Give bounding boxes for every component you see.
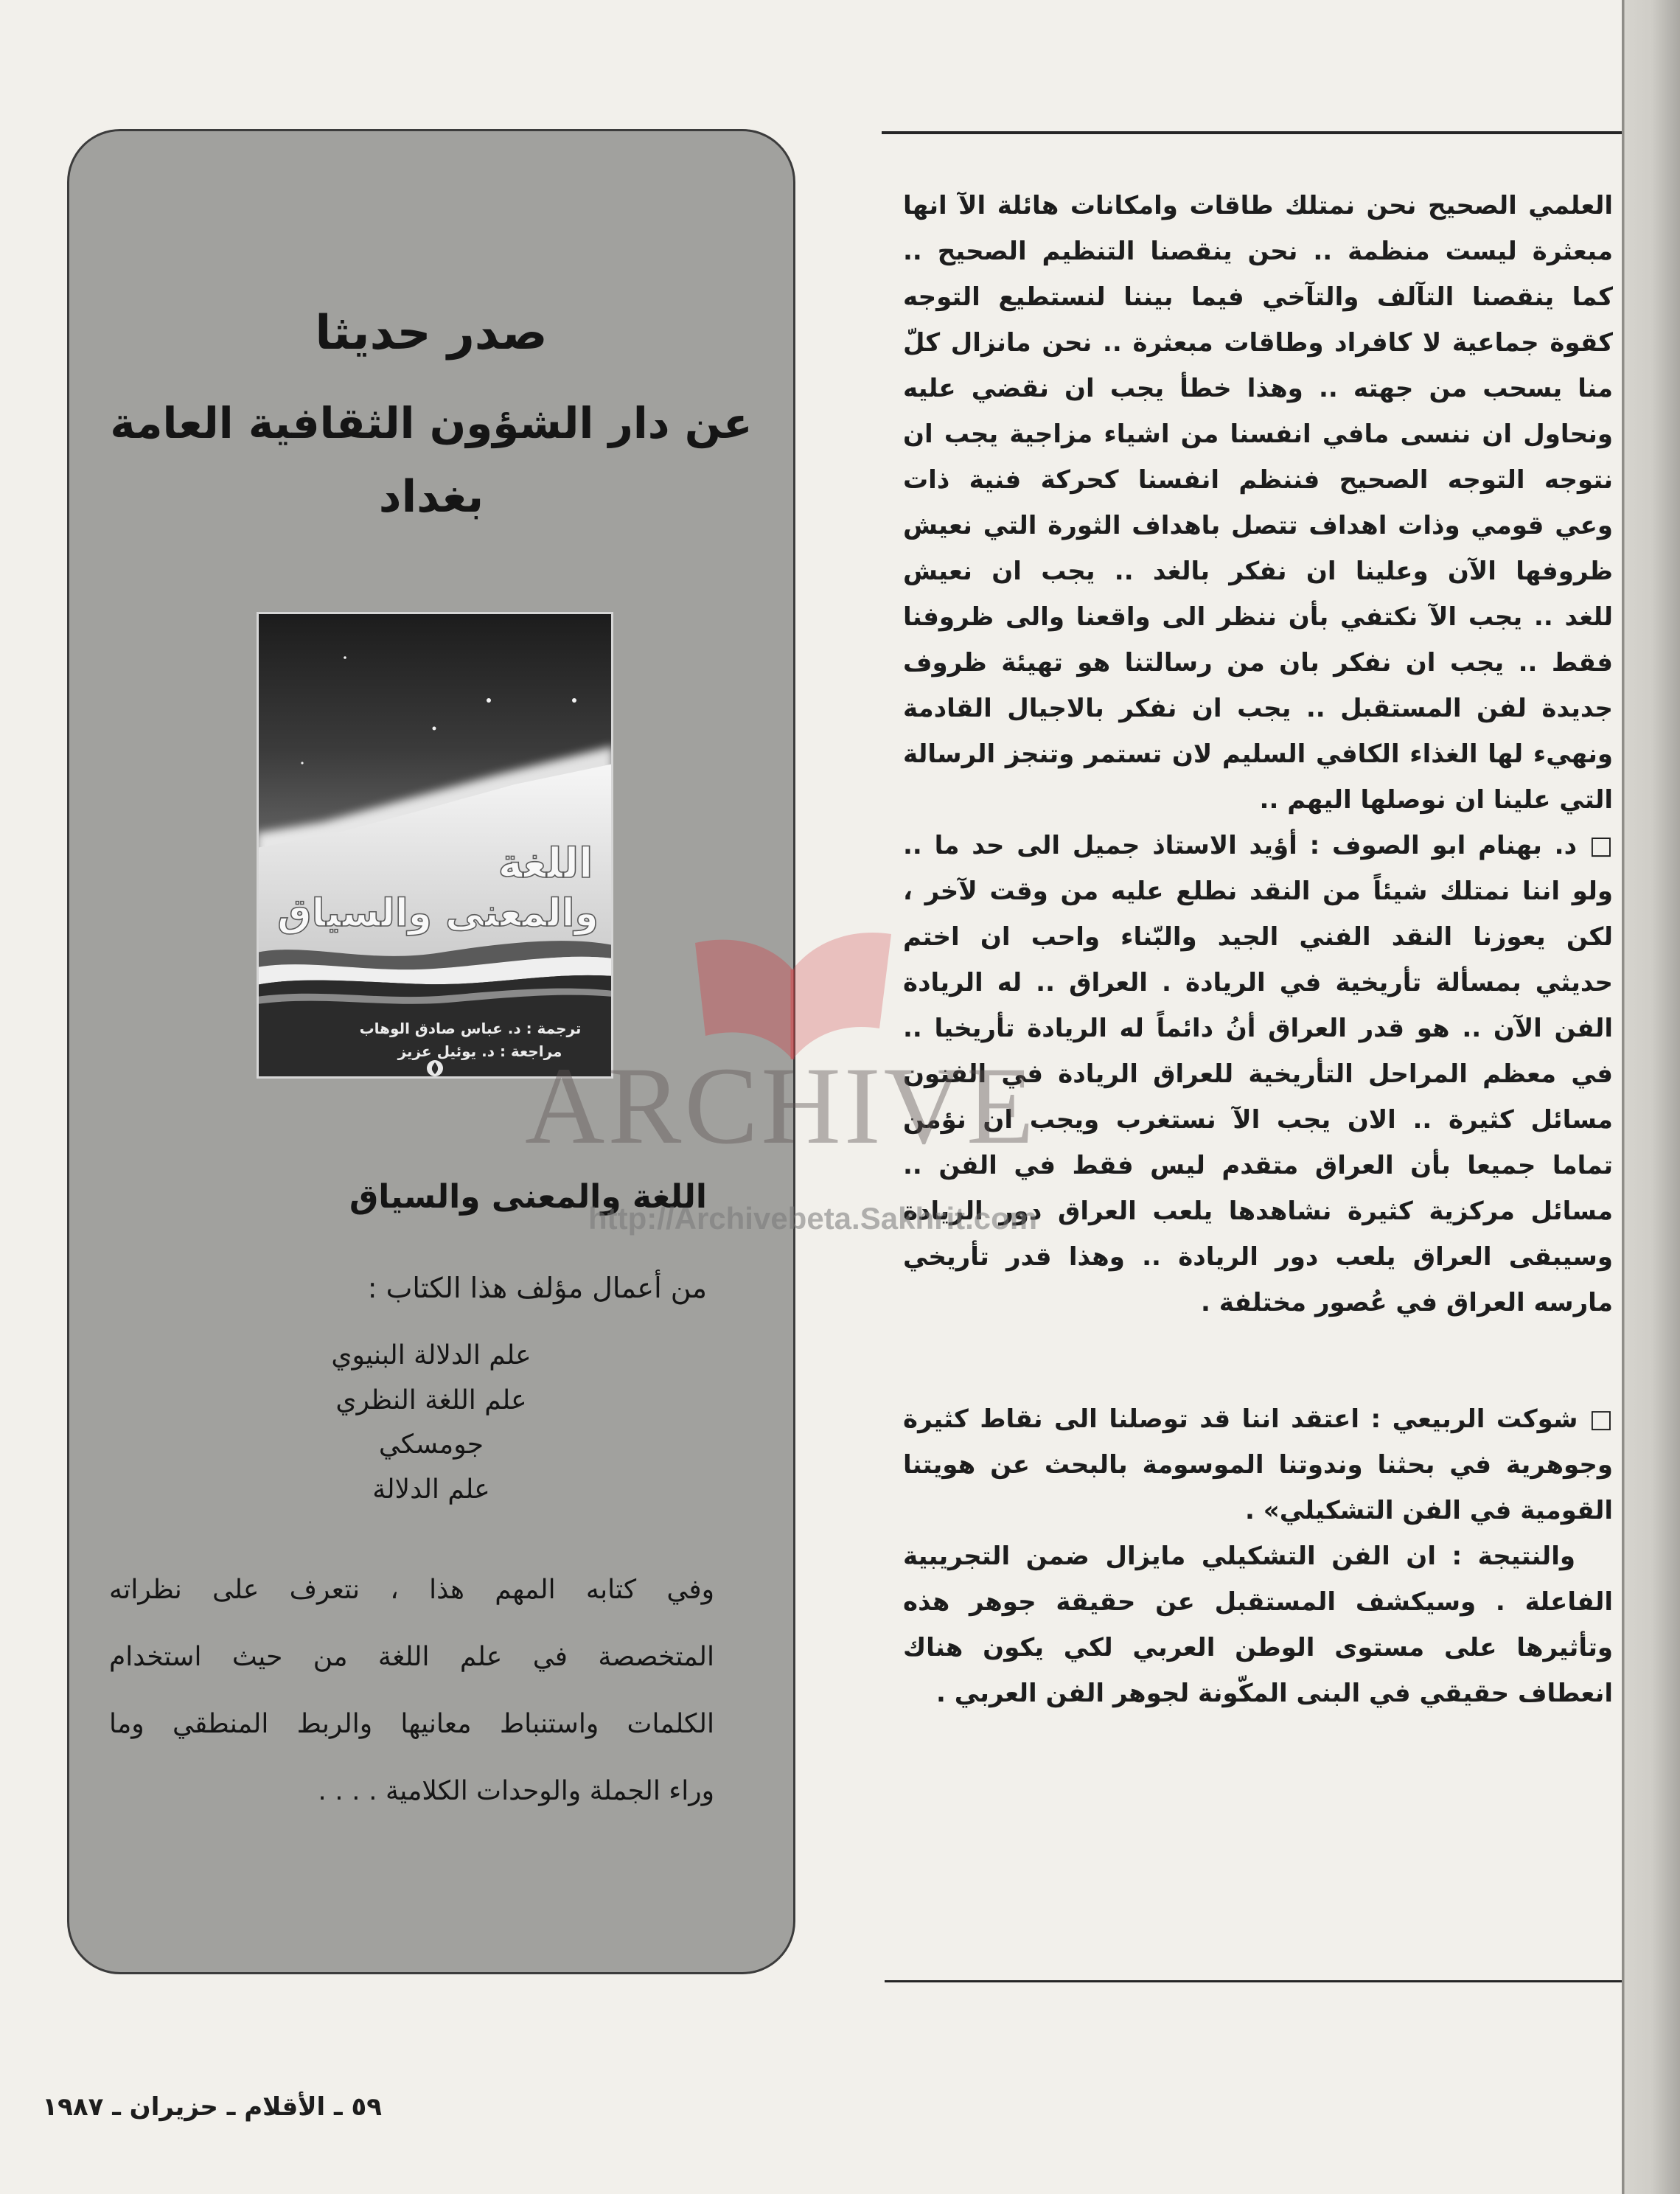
article-paragraph — [903, 1533, 1613, 1716]
list-item: علم اللغة النظري — [335, 1385, 527, 1415]
book-cover — [257, 612, 613, 1079]
page-edge-shadow — [1622, 0, 1680, 2194]
advert-description — [109, 1556, 714, 1825]
cover-title-line2: والمعنى والسياق — [277, 891, 599, 936]
advert-publisher: عن دار الشؤون الثقافية العامة — [110, 398, 753, 448]
article-line: والنتيجة : ان الفن التشكيلي مايزال ضمن التجريبية — [903, 1542, 1575, 1571]
article-line: ونهيء لها الغذاء الكافي السليم لان تستمر وتنجز الرسالة — [903, 739, 1613, 769]
article-column — [903, 183, 1613, 1716]
advert-city: بغداد — [378, 471, 484, 523]
article-line: التي علينا ان نوصلها اليهم .. — [1259, 785, 1613, 815]
article-line: لكن يعوزنا النقد الفني الجيد والبّناء واحب ان اختم — [903, 922, 1613, 952]
article-line: □ شوكت الربيعي : اعتقد اننا قد توصلنا الى نقاط كثيرة — [903, 1404, 1613, 1434]
article-line: ظروفها الآن وعلينا ان نفكر بالغد .. يجب ان نعيش — [903, 557, 1613, 586]
cover-translator: ترجمة : د. عباس صادق الوهاب — [359, 1020, 582, 1037]
cover-title-line1: اللغة — [498, 840, 593, 888]
page-footer: ٥٩ ـ الأقلام ـ حزيران ـ ١٩٨٧ — [42, 2092, 382, 2122]
article-line: العلمي الصحيح نحن نمتلك طاقات وامكانات هائلة الآ انها — [903, 191, 1613, 220]
advert-book-title: اللغة والمعنى والسياق — [349, 1178, 707, 1216]
article-top-rule — [882, 131, 1622, 134]
article-line: حديثي بمسألة تأريخية في الريادة . العراق .. له الريادة — [903, 968, 1613, 997]
article-line: مبعثرة ليست منظمة .. نحن ينقصنا التنظيم الصحيح .. — [903, 237, 1613, 266]
advert-author-works-list — [69, 1334, 793, 1512]
advert-author-works-label: من أعمال مؤلف هذا الكتاب : — [367, 1272, 707, 1304]
watermark-url: http://Archivebeta.Sakhrit.com — [588, 1201, 1038, 1236]
article-paragraph — [903, 183, 1613, 823]
article-line: وتأثيرها على مستوى الوطن العربي لكي يكون هناك — [903, 1633, 1613, 1662]
list-item: علم الدلالة — [372, 1474, 490, 1505]
article-paragraph — [903, 1396, 1613, 1533]
article-line: فقط .. يجب ان نفكر بان من رسالتنا هو تهيئة ظروف — [903, 648, 1613, 678]
watermark-text: ARCHIVE — [525, 1045, 1037, 1167]
description-line: الكلمات واستنباط معانيها والربط المنطقي وما — [109, 1709, 714, 1739]
article-line: مارسه العراق في عُصور مختلفة . — [1200, 1288, 1613, 1317]
article-line: وجوهرية في بحثنا وندوتنا الموسومة بالبحث عن هويتنا — [903, 1450, 1613, 1480]
advert-heading: صدر حديثا — [315, 306, 548, 361]
article-line: تماما جميعا بأن العراق متقدم ليس فقط في الفن .. — [903, 1151, 1613, 1180]
article-line: منا يسحب من جهته .. وهذا خطأ يجب ان نقضي عليه — [903, 374, 1613, 403]
article-line: جديدة لفن المستقبل .. يجب ان نفكر بالاجيال القادمة — [903, 694, 1613, 723]
article-line: ولو اننا نمتلك شيئاً من النقد نطلع عليه من وقت لآخر ، — [903, 877, 1613, 906]
article-line: للغد .. يجب الآ نكتفي بأن ننظر الى واقعنا والى ظروفنا — [903, 602, 1613, 632]
cover-reviewer: مراجعة : د. يوئيل عزيز — [397, 1042, 562, 1060]
article-line: كقوة جماعية لا كافراد وطاقات مبعثرة .. نحن مانزال كلّ — [903, 328, 1613, 358]
list-item: علم الدلالة البنيوي — [331, 1340, 531, 1371]
article-line: □ د. بهنام ابو الصوف : أؤيد الاستاذ جميل الى حد ما .. — [903, 831, 1613, 860]
article-line: ونحاول ان ننسى مافي انفسنا من اشياء مزاجية يجب ان — [903, 419, 1613, 449]
article-line: الفن الآن .. هو قدر العراق أنُ دائماً له الريادة تأريخيا .. — [903, 1014, 1613, 1043]
article-line: الفاعلة . وسيكشف المستقبل عن حقيقة جوهر هذه — [903, 1587, 1613, 1617]
article-line: كما ينقصنا التآلف والتآخي فيما بيننا لنستطيع التوجه — [903, 282, 1613, 312]
article-line: نتوجه التوجه الصحيح فننظم انفسنا كحركة فنية ذات — [903, 465, 1613, 495]
list-item: جومسكي — [378, 1429, 484, 1460]
description-line: المتخصصة في علم اللغة من حيث استخدام — [109, 1642, 714, 1672]
article-line: مسائل كثيرة .. الان يجب الآ نستغرب ويجب ان نؤمن — [903, 1105, 1613, 1135]
article-line: في معظم المراحل التأريخية للعراق الريادة في الفنون — [903, 1059, 1613, 1089]
description-line: وفي كتابه المهم هذا ، نتعرف على نظراته — [109, 1575, 714, 1605]
article-line: وسيبقى العراق يلعب دور الريادة .. وهذا قدر تأريخي — [903, 1242, 1613, 1272]
article-line: وعي قومي وذات اهداف تتصل باهداف الثورة التي نعيش — [903, 511, 1613, 540]
article-bottom-rule — [885, 1980, 1622, 1982]
description-line: وراء الجملة والوحدات الكلامية . . . . — [318, 1776, 714, 1806]
article-line: مسائل مركزية كثيرة نشاهدها يلعب العراق دور الريادة — [903, 1197, 1613, 1226]
publisher-logo-icon — [427, 1060, 443, 1076]
article-line: القومية في الفن التشكيلي» . — [1245, 1496, 1613, 1525]
article-line: انعطاف حقيقي في البنى المكّونة لجوهر الفن العربي . — [936, 1679, 1613, 1708]
